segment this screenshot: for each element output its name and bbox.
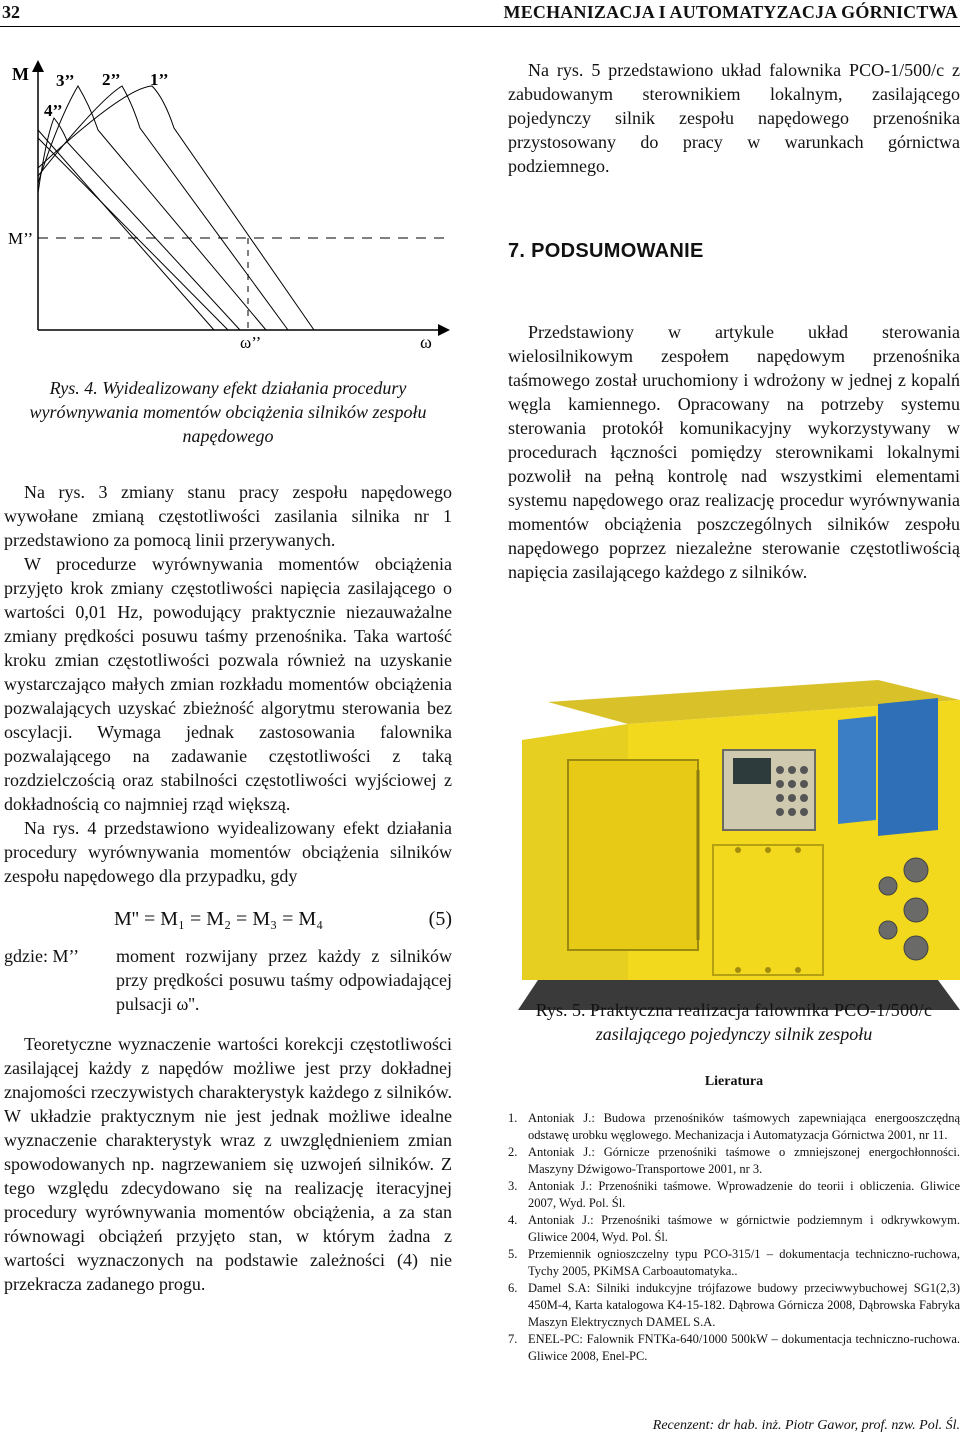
where-text: moment rozwijany przez każdy z silników przy prędkości posuwu taśmy odpowiadającej pulsacji ω''. (116, 946, 452, 1014)
curve-4 (38, 118, 240, 330)
left-paragraph-3: Na rys. 4 przedstawiono wyidealizowany efekt działania procedury wyrównywania momentów obciążenia silników zespołu napędowego dla przypadku, gdy (4, 818, 452, 886)
section-title: 7. PODSUMOWANIE (508, 240, 704, 262)
curve-mix-2 (38, 130, 214, 330)
header-rule (0, 26, 960, 27)
figure-4 (4, 58, 452, 358)
page-number: 32 (2, 2, 20, 22)
figure-4-plot (4, 58, 452, 358)
curve-1 (38, 86, 314, 330)
figure-5-caption (508, 998, 960, 1046)
reference-item: 4. Antoniak J.: Przenośniki taśmowe w górnictwie podziemnym i odkrywkowym. Gliwice 2004, Wyd. Pol. Śl. (508, 1213, 960, 1244)
references-list (508, 1110, 960, 1365)
left-paragraph-1: Na rys. 3 zmiany stanu pracy zespołu napędowego wywołane zmianą częstotliwości zasilania silnika nr 1 przedstawiono za pomocą linii przerywanych. (4, 482, 452, 550)
x-label-omega2: ω’’ (240, 333, 262, 352)
right-column (508, 58, 960, 1433)
reviewer-note: Recenzent: dr hab. inż. Piotr Gawor, prof. nzw. Pol. Śl. (652, 1418, 960, 1433)
references-title: Lieratura (704, 1074, 764, 1089)
figure-5-caption-prefix: Rys. 5. (535, 1000, 586, 1020)
left-paragraph-4: Teoretyczne wyznaczenie wartości korekcji częstotliwości zasilającej każdy z napędów możliwe jest przy dokładnej znajomości rzeczywistych charakterystyk każdego z silników. W układzie praktycznym nie jest jednak możliwe idealne wyznaczenie charakterystyk wraz z uwzględnieniem zmian spowodowanych np. nagrzewaniem się uzwojeń silników. Z tego względu zdecydowano się na realizację iteracyjnej procedury wyrównywania momentów obciążenia, a za stan równowagi obciążeń przyjęto stan, w którym żadna z wartości wyznaczonych na podstawie zależności (4) nie przekracza zadanego progu. (4, 1034, 452, 1294)
reference-item: 5. Przemiennik ognioszczelny typu PCO-315/1 – dokumentacja techniczno-ruchowa, Tychy 2005, PKiMSA Carboautomatyka.. (508, 1247, 960, 1278)
curve-label-2: 2’’ (102, 70, 121, 89)
figure-4-caption-prefix: Rys. 4. (49, 378, 98, 398)
reference-item: 7. ENEL-PC: Falownik FNTKa-640/1000 500kW – dokumentacja techniczno-ruchowa. Gliwice 2008, Enel-PC. (508, 1332, 960, 1363)
inverter-cabinet-image (508, 680, 960, 1010)
equation-body: M'' = M₁ = M₂ = M₃ = M₄ (114, 908, 324, 930)
curve-mix (38, 138, 228, 330)
left-paragraph-2: W procedurze wyrównywania momentów obciążenia przyjęto krok zmiany częstotliwości napięcia zasilającego o wartości 0,01 Hz, powodujący praktycznie niezauważalne zmiany prędkości posuwu taśmy przenośnika. Taka wartość kroku zmian częstotliwości pozwala również na uzyskanie wystarczająco małych zmian rozkładu momentów obciążenia pozwalających uzyskać zbieżność algorytmu sterowania bez oscylacji. Wymaga jednak zastosowania falownika pozwalającego na zadawanie częstotliwości z taką rozdzielczością oraz stabilności częstotliwości wyjściowej z dokładnością co najmniej rząd większą. (4, 554, 452, 814)
reference-item: 3. Antoniak J.: Przenośniki taśmowe. Wprowadzenie do teorii i obliczenia. Gliwice 2007, Wyd. Pol. Śl. (508, 1179, 960, 1210)
right-paragraph-1: Na rys. 5 przedstawiono układ falownika PCO-1/500/c z zabudowanym sterownikiem lokalnym, zasilającego pojedynczy silnik zespołu napędowego przenośnika przystosowany do pracy w warunkach górnictwa podziemnego. (508, 60, 960, 176)
curve-3 (38, 86, 266, 330)
y-axis-label: M (12, 64, 29, 84)
reference-item: 6. Damel S.A: Silniki indukcyjne trójfazowe budowy przeciwwybuchowej SG1(2,3) 450M-4, Karta katalogowa K4-15-182. Dąbrowa Górnicza 2008, Dąbrowska Fabryka Maszyn Elektrycznych DAMEL S.A. (508, 1281, 960, 1329)
figure-4-caption (4, 376, 452, 448)
figure-5-caption-line2: zasilającego pojedynczy silnik zespołu (595, 1024, 873, 1044)
reference-item: 2. Antoniak J.: Górnicze przenośniki taśmowe o zmniejszonej energochłonności. Maszyny Dźwigowo-Transportowe 2001, nr 3. (508, 1145, 960, 1176)
curve-label-3: 3’’ (56, 71, 75, 90)
journal-title: MECHANIZACJA I AUTOMATYZACJA GÓRNICTWA (503, 2, 958, 22)
load-label: M’’ (8, 229, 34, 248)
curve-label-1: 1’’ (150, 70, 169, 89)
curve-label-4: 4’’ (44, 101, 63, 120)
right-paragraph-2: Przedstawiony w artykule układ sterowania wielosilnikowym zespołem napędowym przenośnika taśmowego został uruchomiony i wdrożony w jednej z kopalń węgla kamiennego. Opracowany na potrzeby systemu sterowania protokół komunikacyjny wykorzystywany w procedurach łączności pomiędzy sterownikami lokalnymi pozwolił na pełną kontrolę nad wszystkimi elementami systemu napędowego oraz realizację procedur wyrównywania momentów obciążenia poszczególnych silników zespołu napędowego poprzez niezależne sterowanie częstotliwością napięcia zasilającego każdego z silników. (508, 322, 960, 582)
where-label: gdzie: M’’ (4, 946, 80, 966)
figure-4-caption-text: Wyidealizowany efekt działania procedury wyrównywania momentów obciążenia silników zespołu napędowego (29, 378, 427, 446)
equation-5 (4, 902, 452, 938)
figure-5-photo (508, 680, 960, 1010)
reference-item: 1. Antoniak J.: Budowa przenośników taśmowych zapewniająca energooszczędną odstawę urobku węglowego. Mechanizacja i Automatyzacja Górnictwa 2001, nr 11. (508, 1111, 960, 1142)
figure-5-caption-line1: Praktyczna realizacja falownika PCO-1/500/c (590, 1000, 933, 1020)
where-clause (4, 944, 452, 1016)
equation-number: (5) (428, 908, 452, 930)
x-label-omega: ω (420, 332, 432, 352)
